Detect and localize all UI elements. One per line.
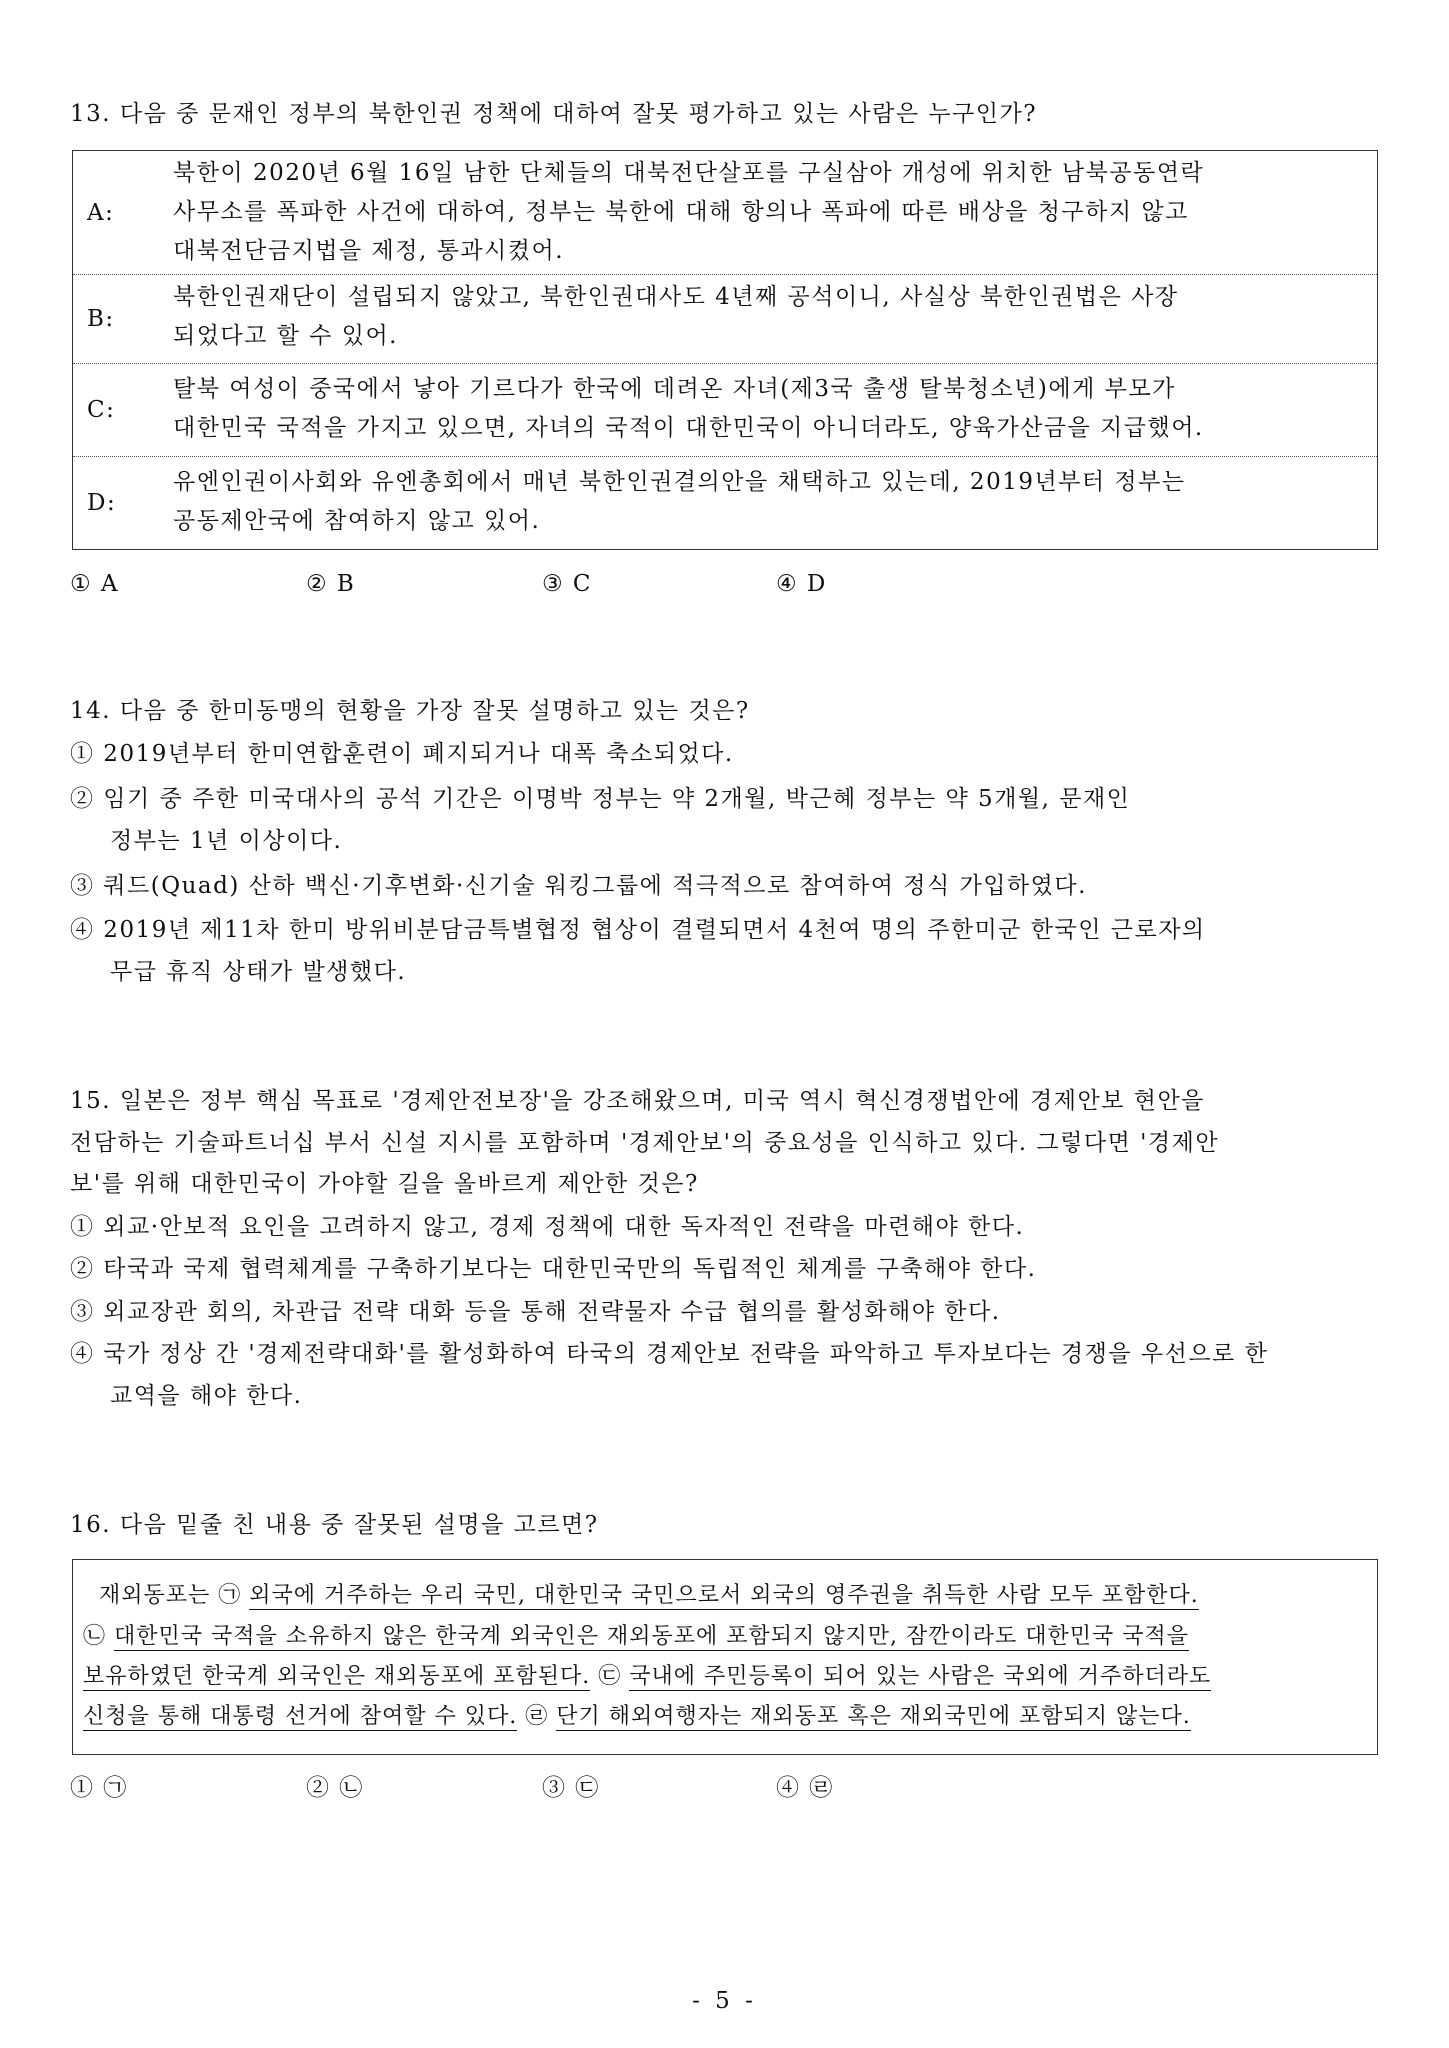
passage-text: ㉢ [590, 1664, 630, 1689]
statement-text [173, 463, 1363, 541]
option-line[interactable]: ① 외교·안보적 요인을 고려하지 않고, 경제 정책에 대한 독자적인 전략을 마련해야 한다. [70, 1214, 1025, 1240]
underlined-statement-3: 국내에 주민등록이 되어 있는 사람은 국외에 거주하더라도 [629, 1664, 1212, 1689]
option-line[interactable]: ④ 2019년 제11차 한미 방위비분담금특별협정 협상이 결렬되면서 4천여 명의 주한미군 한국인 근로자의 [70, 917, 1206, 943]
option-line[interactable]: ② 임기 중 주한 미국대사의 공석 기간은 이명박 정부는 약 2개월, 박근혜 정부는 약 5개월, 문재인 [70, 786, 1131, 812]
question-15-stem: 전담하는 기술파트너십 부서 신설 지시를 포함하며 '경제안보'의 중요성을 인식하고 있다. 그렇다면 '경제안 [70, 1130, 1220, 1156]
answer-choice[interactable]: ② ㉡ [306, 1775, 364, 1801]
statement-key: C: [87, 397, 116, 423]
option-continuation: 무급 휴직 상태가 발생했다. [110, 959, 407, 985]
statement-line: 탈북 여성이 중국에서 낳아 기르다가 한국에 데려온 자녀(제3국 출생 탈북청소년)에게 부모가 [173, 376, 1176, 402]
statement-row-b [73, 275, 1377, 364]
statement-line: 공동제안국에 참여하지 않고 있어. [173, 508, 541, 534]
statement-text [173, 154, 1363, 271]
option-line[interactable]: ④ 국가 정상 간 '경제전략대화'를 활성화하여 타국의 경제안보 전략을 파악하고 투자보다는 경쟁을 우선으로 한 [70, 1341, 1269, 1367]
answer-choice[interactable]: ① ㉠ [70, 1775, 128, 1801]
answer-choice[interactable]: ④ ㉣ [776, 1775, 834, 1801]
passage-line [83, 1701, 1191, 1733]
page-number: - 5 - [692, 1988, 757, 2014]
underlined-statement-3: 신청을 통해 대통령 선거에 참여할 수 있다. [83, 1704, 518, 1729]
question-16-stem: 16. 다음 밑줄 친 내용 중 잘못된 설명을 고르면? [70, 1512, 599, 1538]
statement-line: 대한민국 국적을 가지고 있으면, 자녀의 국적이 대한민국이 아니더라도, 양육가산금을 지급했어. [173, 415, 1204, 441]
underlined-statement-1: 외국에 거주하는 우리 국민, 대한민국 국민으로서 외국의 영주권을 취득한 사람 모두 포함한다. [249, 1583, 1199, 1608]
question-15-stem: 15. 일본은 정부 핵심 목표로 '경제안전보장'을 강조해왔으며, 미국 역시 혁신경쟁법안에 경제안보 현안을 [70, 1088, 1205, 1114]
passage-line [83, 1621, 1189, 1653]
question-13-statement-table [72, 150, 1378, 550]
answer-choice[interactable]: ③ ㉢ [542, 1775, 600, 1801]
underlined-statement-2: 대한민국 국적을 소유하지 않은 한국계 외국인은 재외동포에 포함되지 않지만, 잠깐이라도 대한민국 국적을 [114, 1624, 1190, 1649]
underlined-statement-2: 보유하였던 한국계 외국인은 재외동포에 포함된다. [83, 1664, 591, 1689]
question-14-stem: 14. 다음 중 한미동맹의 현황을 가장 잘못 설명하고 있는 것은? [70, 698, 750, 724]
option-line[interactable]: ② 타국과 국제 협력체계를 구축하기보다는 대한민국만의 독립적인 체계를 구축해야 한다. [70, 1256, 1037, 1282]
passage-text: ㉣ [517, 1704, 557, 1729]
statement-text [173, 370, 1363, 448]
statement-row-d [73, 457, 1377, 549]
passage-line [83, 1661, 1211, 1693]
answer-choice[interactable]: ④ D [776, 571, 827, 597]
statement-row-a [73, 151, 1377, 275]
statement-line: 북한인권재단이 설립되지 않았고, 북한인권대사도 4년째 공석이니, 사실상 북한인권법은 사장 [173, 284, 1179, 310]
answer-choice[interactable]: ② B [306, 571, 356, 597]
question-16-passage-box [72, 1559, 1378, 1755]
passage-line [99, 1580, 1199, 1612]
option-line[interactable]: ③ 쿼드(Quad) 산하 백신·기후변화·신기술 워킹그룹에 적극적으로 참여하여 정식 가입하였다. [70, 873, 1087, 899]
question-15-stem: 보'를 위해 대한민국이 가야할 길을 올바르게 제안한 것은? [70, 1171, 699, 1197]
statement-row-c [73, 364, 1377, 457]
answer-choice[interactable]: ③ C [542, 571, 593, 597]
statement-line: 사무소를 폭파한 사건에 대하여, 정부는 북한에 대해 항의나 폭파에 따른 배상을 청구하지 않고 [173, 199, 1189, 225]
statement-key: D: [87, 490, 117, 516]
statement-key: B: [87, 306, 115, 332]
answer-choice[interactable]: ① A [70, 571, 120, 597]
passage-text: ㉡ [83, 1624, 114, 1649]
passage-text: 재외동포는 ㉠ [99, 1583, 250, 1608]
option-line[interactable]: ① 2019년부터 한미연합훈련이 폐지되거나 대폭 축소되었다. [70, 741, 734, 767]
statement-key: A: [87, 200, 115, 226]
statement-text [173, 278, 1363, 356]
option-continuation: 교역을 해야 한다. [110, 1383, 303, 1409]
statement-line: 되었다고 할 수 있어. [173, 323, 398, 349]
statement-line: 대북전단금지법을 제정, 통과시켰어. [173, 238, 565, 264]
statement-line: 유엔인권이사회와 유엔총회에서 매년 북한인권결의안을 채택하고 있는데, 2019년부터 정부는 [173, 469, 1186, 495]
option-line[interactable]: ③ 외교장관 회의, 차관급 전략 대화 등을 통해 전략물자 수급 협의를 활성화해야 한다. [70, 1299, 1001, 1325]
underlined-statement-4: 단기 해외여행자는 재외동포 혹은 재외국민에 포함되지 않는다. [556, 1704, 1191, 1729]
question-13-stem: 13. 다음 중 문재인 정부의 북한인권 정책에 대하여 잘못 평가하고 있는 사람은 누구인가? [70, 101, 1038, 127]
statement-line: 북한이 2020년 6월 16일 남한 단체들의 대북전단살포를 구실삼아 개성에 위치한 남북공동연락 [173, 160, 1205, 186]
option-continuation: 정부는 1년 이상이다. [110, 828, 343, 854]
